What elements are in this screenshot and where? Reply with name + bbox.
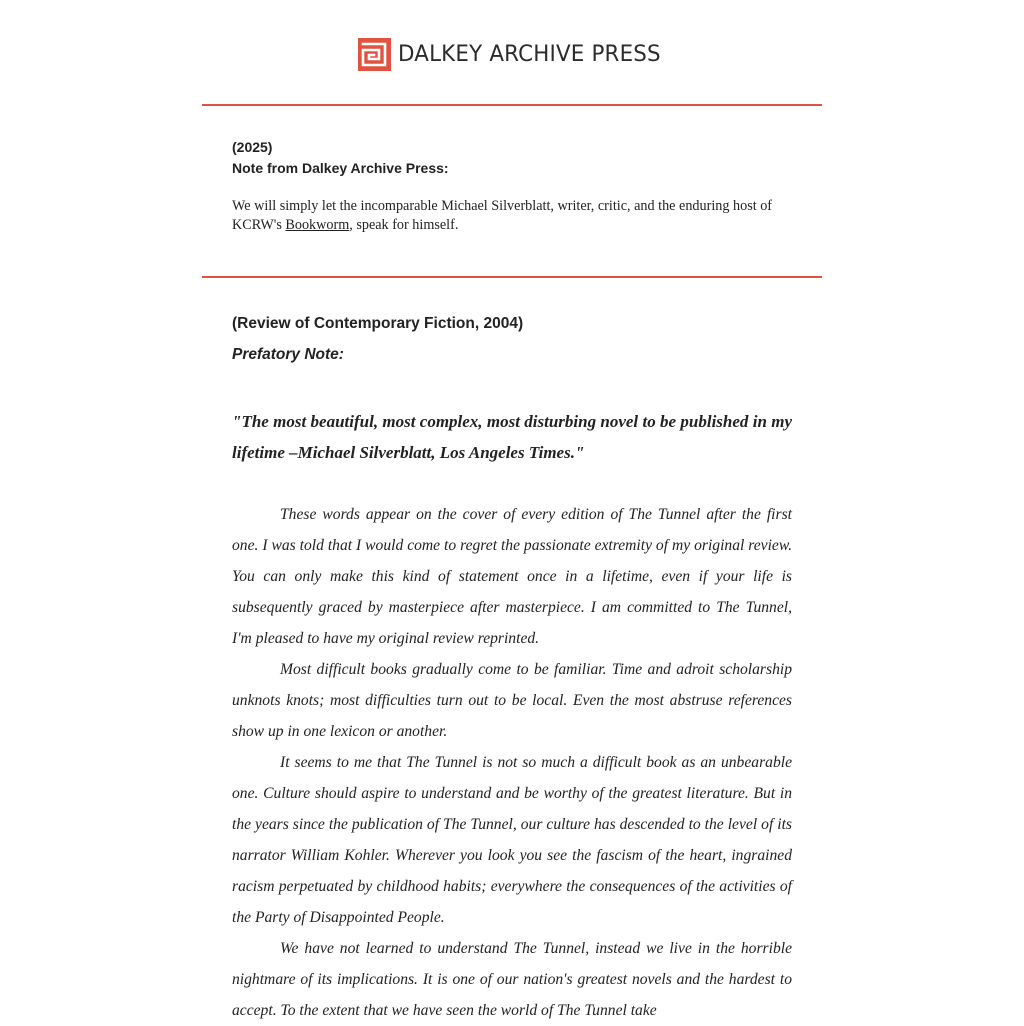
note-year: (2025) xyxy=(232,139,273,155)
note-title: Note from Dalkey Archive Press: xyxy=(232,160,449,176)
note-body xyxy=(232,197,792,235)
publisher-note xyxy=(232,137,792,235)
prefatory-heading: Prefatory Note: xyxy=(232,346,344,363)
review-title: (Review of Contemporary Fiction, 2004) xyxy=(232,315,524,332)
dalkey-spiral-logo-icon xyxy=(358,38,391,71)
bookworm-link[interactable]: Bookworm xyxy=(285,217,350,233)
note-body-text: We will simply let the incomparable Michael Silverblatt, writer, critic, and the enduring host of KCRW's xyxy=(232,198,773,233)
review-section xyxy=(232,313,792,1026)
note-body-text-end: , speak for himself. xyxy=(349,217,459,233)
divider-top xyxy=(202,104,822,106)
review-paragraph: Most difficult books gradually come to be familiar. Time and adroit scholarship unknots knots; most difficulties turn out to be local. Even the most abstruse references show up in one lexicon or another. xyxy=(232,661,792,740)
divider-middle xyxy=(202,276,822,278)
review-body xyxy=(232,499,792,1026)
brand-logo[interactable] xyxy=(358,37,675,71)
site-header xyxy=(0,0,1024,104)
review-paragraph: These words appear on the cover of every edition of The Tunnel after the first one. I was told that I would come to regret the passionate extremity of my original review. You can only make this kind of statement once in a lifetime, even if your life is subsequently graced by masterpiece after masterpiece. I am committed to The Tunnel, I'm pleased to have my original review reprinted. xyxy=(232,506,792,647)
review-paragraph: We have not learned to understand The Tunnel, instead we live in the horrible nightmare of its implications. It is one of our nation's greatest novels and the hardest to accept. To the extent that we have seen the world of The Tunnel take xyxy=(232,940,792,1019)
pull-quote: "The most beautiful, most complex, most disturbing novel to be published in my lifetime –Michael Silverblatt, Los Angeles Times." xyxy=(232,412,792,462)
brand-name: DALKEY ARCHIVE PRESS xyxy=(398,40,661,67)
review-paragraph: It seems to me that The Tunnel is not so much a difficult book as an unbearable one. Culture should aspire to understand and be worthy of the greatest literature. But in the years since the publication of The Tunnel, our culture has descended to the level of its narrator William Kohler. Wherever you look you see the fascism of the heart, ingrained racism perpetuated by childhood habits; everywhere the consequences of the activities of the Party of Disappointed People. xyxy=(232,754,792,926)
